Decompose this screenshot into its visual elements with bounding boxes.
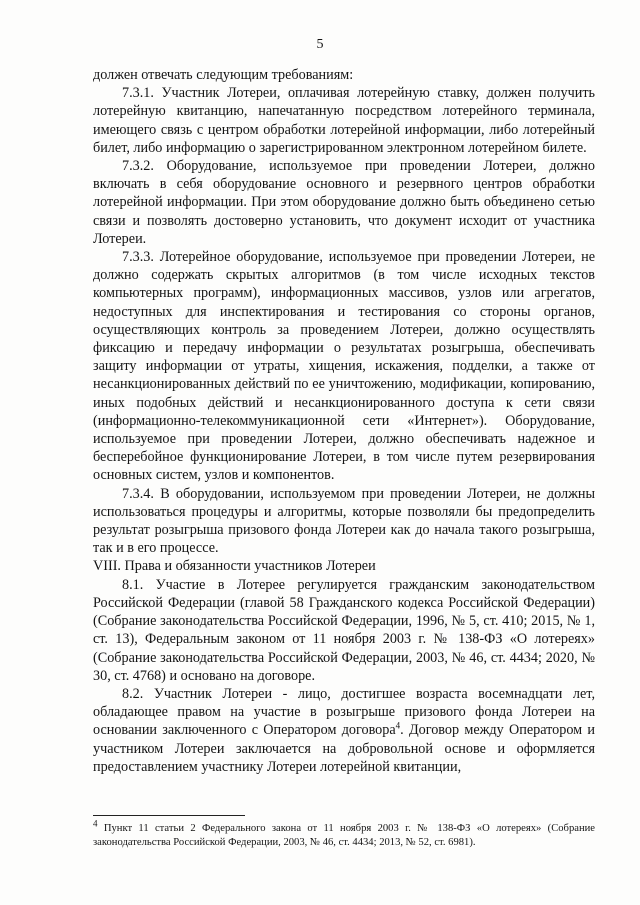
paragraph-7-3-1: 7.3.1. Участник Лотереи, оплачивая лотерейную ставку, должен получить лотерейную квитанцию, напечатанную посредством лотерейного терминала, имеющего связь с центром обработки лотерейной информации, либо лотерейный билет, либо информацию о зарегистрированном электронном лотерейном билете. bbox=[93, 85, 595, 156]
paragraph-8-2-text: 8.2. Участник Лотереи - лицо, достигшее возраста восемнадцати лет, обладающее правом на участие в розыгрыше призового фонда Лотереи на основании заключенного с Оператором договора bbox=[93, 685, 595, 739]
paragraph-8-2-continuation: . Договор между Оператором и участником Лотереи заключается на добровольной основе и оформляется предоставлением участнику Лотереи лотерейной квитанции, bbox=[93, 722, 596, 775]
paragraph-intro: должен отвечать следующим требованиям: bbox=[93, 67, 354, 83]
footnote-text: Пункт 11 статьи 2 Федерального закона от 11 ноября 2003 г. № 138-ФЗ «О лотереях» (Собрание законодательства Российской Федерации, 2003, № 46, ст. 4434; 2013, № 52, ст. 6981). bbox=[93, 823, 595, 848]
page-number: 5 bbox=[316, 37, 324, 52]
section-heading: VIII. Права и обязанности участников Лотереи bbox=[93, 558, 376, 575]
paragraph-7-3-2: 7.3.2. Оборудование, используемое при проведении Лотереи, должно включать в себя оборудование основного и резервного центров обработки лотерейной информации. При этом оборудование должно быть объединено сетью связи и позволять достоверно установить, что документ исходит от участника Лотереи. bbox=[93, 158, 595, 247]
paragraph-8-1: 8.1. Участие в Лотерее регулируется гражданским законодательством Российской Федерации (главой 58 Гражданского кодекса Российской Федерации) (Собрание законодательства Российской Федерации, 1996, № 5, ст. 410; 2015, № 1, ст. 13), Федеральным законом от 11 ноября 2003 г. № 138-ФЗ «О лотереях» (Собрание законодательства Российской Федерации, 2003, № 46, ст. 4434; 2020, № 30, ст. 4768) и основано на договоре. bbox=[93, 576, 595, 684]
footnote-marker: 4 bbox=[93, 818, 98, 829]
footnote-divider bbox=[93, 815, 245, 816]
paragraph-8-2 bbox=[93, 685, 595, 776]
paragraph-7-3-3: 7.3.3. Лотерейное оборудование, используемое при проведении Лотереи, не должно содержать скрытых алгоритмов (в том числе исходных текстов компьютерных программ), информационных массивов, узлов или агрегатов, недоступных для инспектирования и тестирования со стороны органов, осуществляющих контроль за проведением Лотереи, должно осуществлять фиксацию и передачу информации о результатах розыгрыша, обеспечивать защиту информации от утраты, хищения, искажения, подделки, а также от несанкционированных действий по ее уничтожению, модификации, копированию, иных подобных действий и несанкционированного доступа к сети связи (информационно-телекоммуникационной сети «Интернет»). Оборудование, используемое при проведении Лотереи, должно обеспечивать надежное и бесперебойное функционирование Лотереи, в том числе путем резервирования основных систем, узлов и компонентов. bbox=[93, 249, 595, 484]
body-text bbox=[93, 66, 595, 776]
paragraph-7-3-4: 7.3.4. В оборудовании, используемом при проведении Лотереи, не должны использоваться процедуры и алгоритмы, которые позволяли бы предопределить результат розыгрыша призового фонда Лотереи как до начала такого розыгрыша, так и в его процессе. bbox=[93, 485, 595, 557]
footnote bbox=[93, 818, 595, 850]
footnote-reference: 4 bbox=[395, 720, 401, 731]
